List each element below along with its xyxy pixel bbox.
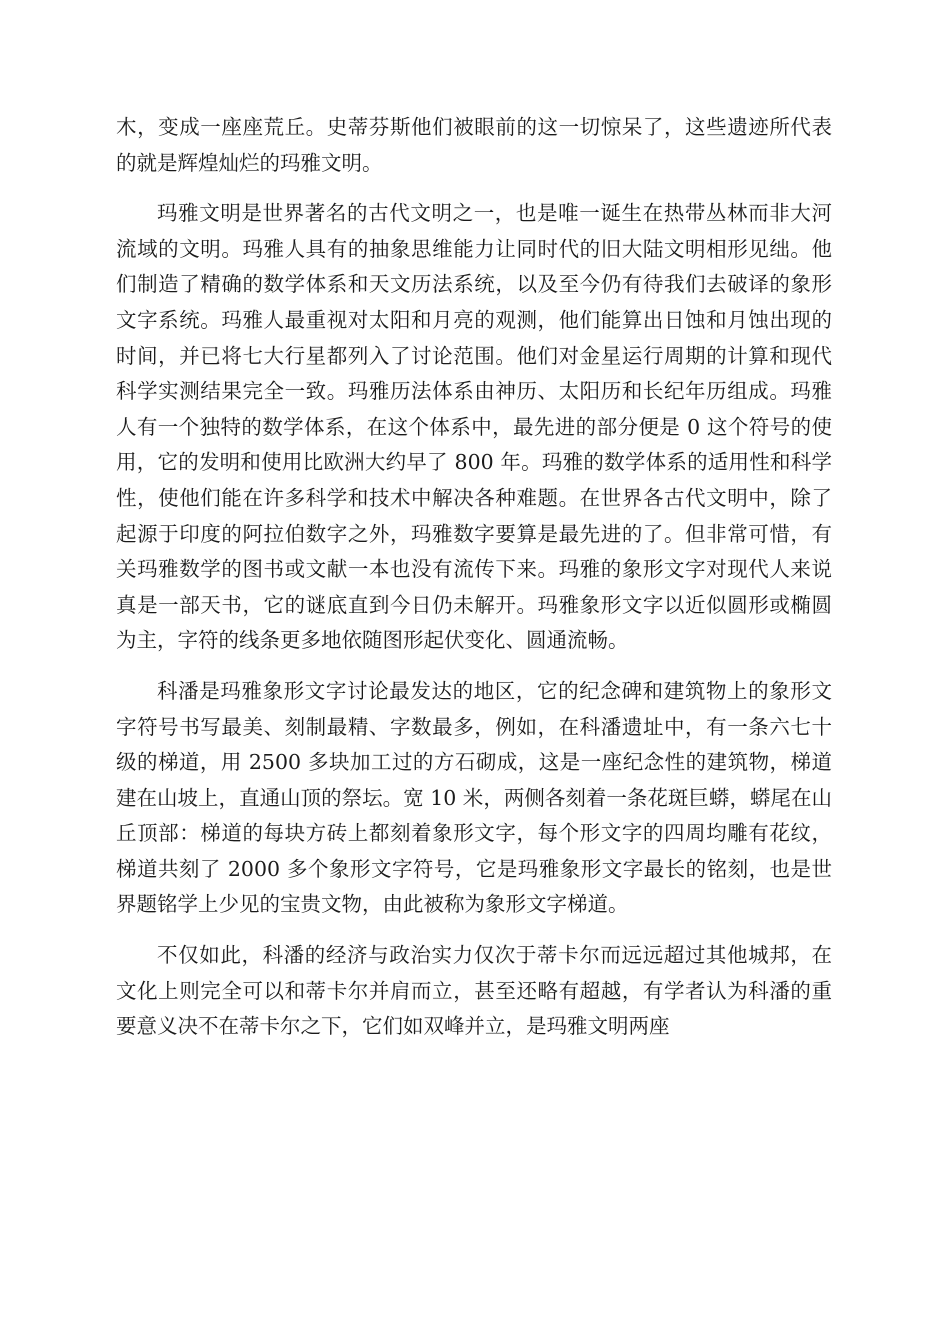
paragraph-1: 木，变成一座座荒丘。史蒂芬斯他们被眼前的这一切惊呆了，这些遗迹所代表的就是辉煌灿烂的玛雅文明。 xyxy=(116,115,832,175)
document-page xyxy=(116,110,832,1060)
paragraph-2: 玛雅文明是世界著名的古代文明之一，也是唯一诞生在热带丛林而非大河流域的文明。玛雅人具有的抽象思维能力让同时代的旧大陆文明相形见绌。他们制造了精确的数学体系和天文历法系统，以及至今仍有待我们去破译的象形文字系统。玛雅人最重视对太阳和月亮的观测，他们能算出日蚀和月蚀出现的时间，并已将七大行星都列入了讨论范围。他们对金星运行周期的计算和现代科学实测结果完全一致。玛雅历法体系由神历、太阳历和长纪年历组成。玛雅人有一个独特的数学体系，在这个体系中，最先进的部分便是 0 这个符号的使用，它的发明和使用比欧洲大约早了 800 年。玛雅的数学体系的适用性和科学性，使他们能在许多科学和技术中解决各种难题。在世界各古代文明中，除了起源于印度的阿拉伯数字之外，玛雅数字要算是最先进的了。但非常可惜，有关玛雅数学的图书或文献一本也没有流传下来。玛雅的象形文字对现代人来说真是一部天书，它的谜底直到今日仍未解开。玛雅象形文字以近似圆形或椭圆为主，字符的线条更多地依随图形起伏变化、圆通流畅。 xyxy=(116,201,832,653)
paragraph-4: 不仅如此，科潘的经济与政治实力仅次于蒂卡尔而远远超过其他城邦，在文化上则完全可以和蒂卡尔并肩而立，甚至还略有超越，有学者认为科潘的重要意义决不在蒂卡尔之下，它们如双峰并立，是玛雅文明两座 xyxy=(116,943,832,1039)
paragraph-3: 科潘是玛雅象形文字讨论最发达的地区，它的纪念碑和建筑物上的象形文字符号书写最美、刻制最精、字数最多，例如，在科潘遗址中，有一条六七十级的梯道，用 2500 多块加工过的方石砌成，这是一座纪念性的建筑物，梯道建在山坡上，直通山顶的祭坛。宽 10 米，两侧各刻着一条花斑巨蟒，蟒尾在山丘顶部：梯道的每块方砖上都刻着象形文字，每个形文字的四周均雕有花纹，梯道共刻了 2000 多个象形文字符号，它是玛雅象形文字最长的铭刻，也是世界题铭学上少见的宝贵文物，由此被称为象形文字梯道。 xyxy=(116,678,832,917)
